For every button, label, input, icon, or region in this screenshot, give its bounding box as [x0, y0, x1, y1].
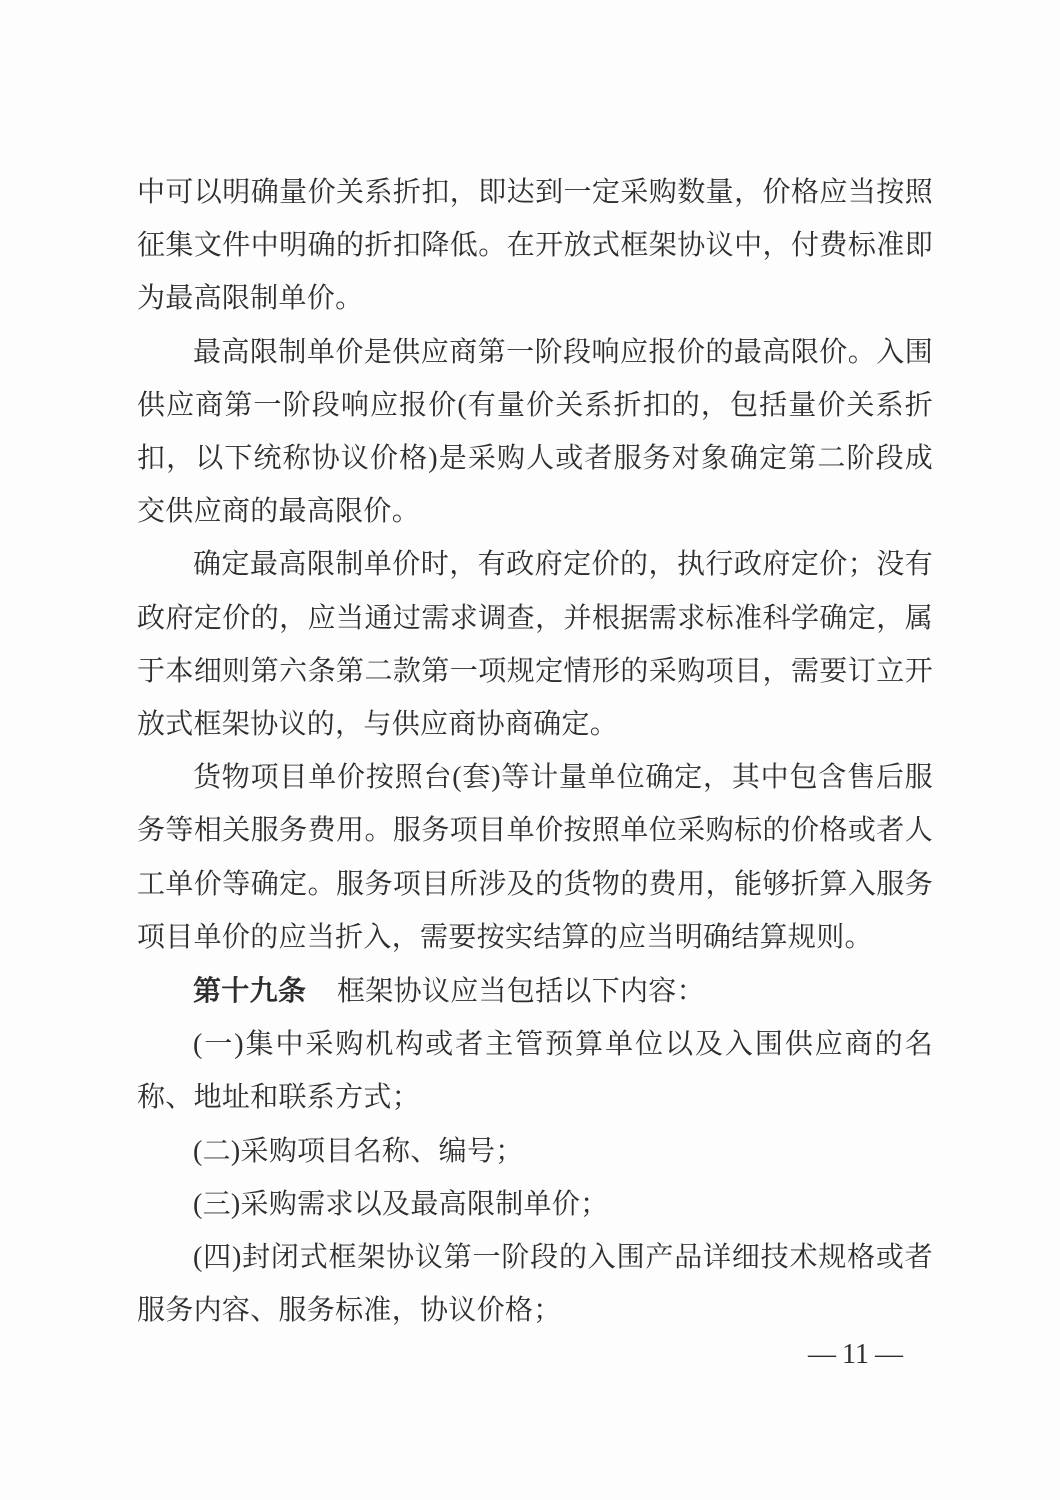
list-item-3: (三)采购需求以及最高限制单价； — [193, 1188, 609, 1220]
page-footer — [808, 1338, 903, 1372]
article-heading — [137, 964, 933, 1018]
document-body — [137, 166, 933, 1337]
footer-page-number: 11 — [842, 1339, 869, 1370]
article-number: 第十九条 — [193, 975, 307, 1007]
list-item-1: (一)集中采购机构或者主管预算单位以及入围供应商的名称、地址和联系方式； — [137, 1029, 933, 1114]
paragraph-price-determination: 确定最高限制单价时，有政府定价的，执行政府定价；没有政府定价的，应当通过需求调查，并根据需求标准科学确定，属于本细则第六条第二款第一项规定情形的采购项目，需要订立开放式框架协议的，与供应商协商确定。 — [137, 549, 933, 741]
article-title: 框架协议应当包括以下内容： — [337, 976, 705, 1008]
paragraph-continuation: 中可以明确量价关系折扣，即达到一定采购数量，价格应当按照征集文件中明确的折扣降低。在开放式框架协议中，付费标准即为最高限制单价。 — [137, 177, 933, 315]
paragraph-max-price-definition: 最高限制单价是供应商第一阶段响应报价的最高限价。入围供应商第一阶段响应报价(有量价关系折扣的，包括量价关系折扣，以下统称协议价格)是采购人或者服务对象确定第二阶段成交供应商的最高限价。 — [137, 336, 933, 528]
list-item-2: (二)采购项目名称、编号； — [193, 1135, 524, 1167]
paragraph-unit-price-rules: 货物项目单价按照台(套)等计量单位确定，其中包含售后服务等相关服务费用。服务项目单价按照单位采购标的价格或者人工单价等确定。服务项目所涉及的货物的费用，能够折算入服务项目单价的应当折入，需要按实结算的应当明确结算规则。 — [137, 762, 933, 953]
footer-dash-right: — — [874, 1339, 903, 1370]
footer-dash-left: — — [808, 1339, 836, 1370]
list-item-4: (四)封闭式框架协议第一阶段的入围产品详细技术规格或者服务内容、服务标准，协议价格； — [137, 1242, 933, 1327]
